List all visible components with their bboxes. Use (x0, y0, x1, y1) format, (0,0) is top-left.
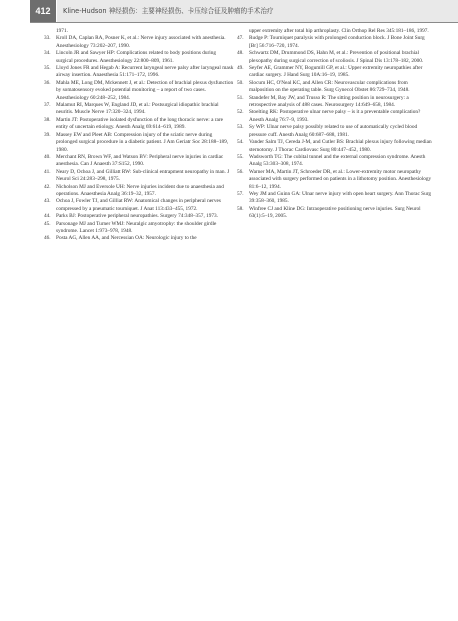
reference-number: 49. (237, 65, 244, 72)
reference-item (237, 154, 433, 169)
reference-number: 47. (237, 35, 244, 42)
reference-text: Wey JM and Guinn GA: Ulnar nerve injury with open heart surgery. Ann Thorac Surg 39:358–360, 1985. (249, 190, 432, 205)
reference-item (44, 169, 234, 184)
reference-text: Mahla ME, Long DM, Mckennett J, et al.: Detection of brachial plexus dysfunction by somatosensory evoked potential monitoring – a report of two cases. Anesthesiology 60:248–252, 1984. (56, 79, 234, 101)
reference-text: Sy WP: Ulnar nerve palsy possibly related to use of automatically cycled blood pressure cuff. Anesth Analg 60:687–688, 1981. (249, 124, 418, 138)
reference-text: Schwartz DM, Drummond DS, Hahn M, et al.: Prevention of positional brachial plexopathy during surgical correction of scoliosis. J Spinal Dis 13:178–182, 2000. (249, 50, 424, 64)
reference-item (44, 117, 234, 132)
reference-number: 50. (237, 79, 244, 86)
reference-list (237, 35, 433, 220)
reference-number: 57. (237, 190, 244, 197)
reference-item (44, 184, 234, 199)
reference-text: Stoelting RK: Postoperative ulnar nerve palsy – is it a preventable complication? Anesth Analg 76:7–9, 1993. (249, 109, 421, 123)
reference-item (44, 154, 234, 169)
page-header (0, 0, 458, 22)
reference-text: Parsonage MJ and Turner WMJ: Neuralgic amyotrophy: the shoulder girdle syndrome. Lancet 1:973–978, 1948. (56, 220, 217, 234)
reference-item (237, 65, 433, 80)
reference-number: 33. (44, 35, 51, 42)
reference-item (237, 109, 433, 124)
reference-number: 52. (237, 109, 244, 116)
reference-item (44, 80, 234, 102)
running-title: Kline-Hudson 神经损伤：主要神经损伤、卡压综合征及肿瘤的手术治疗 (63, 7, 274, 15)
reference-column-right (237, 28, 433, 221)
reference-number: 56. (237, 168, 244, 175)
reference-text: Parks BJ: Postoperative peripheral neuropathies. Surgery 74:348–357, 1973. (56, 213, 219, 220)
reference-number: 46. (44, 235, 51, 242)
reference-list (44, 35, 234, 242)
reference-item (44, 35, 234, 50)
reference-number: 40. (44, 153, 51, 160)
reference-number: 42. (44, 183, 51, 190)
reference-text: Malamut RI, Marques W, England JD, et al.: Postsurgical idiopathic brachial neuritis. Muscle Nerve 17:320–324, 1994. (56, 102, 219, 116)
reference-item (44, 132, 234, 154)
reference-text: Massey EW and Pleet AB: Compression injury of the sciatic nerve during prolonged surgical procedure in a diabetic patient. J Am Geriatr Soc 28:188–189, 1980. (56, 131, 229, 153)
reference-text: Ochoa J, Fowler TJ, and Gilliat RW: Anatomical changes in peripheral nerves compressed by a pneumatic tourniquet. J Anat 113:433–455, 1972. (56, 198, 221, 212)
reference-item (237, 139, 433, 154)
reference-item (44, 65, 234, 80)
reference-number: 39. (44, 131, 51, 138)
reference-text: Kroll DA, Caplan RA, Posner K, et al.: Nerve injury associated with anesthesia. Anesthesiology 73:202–207, 1990. (56, 35, 226, 49)
header-rule (30, 22, 458, 23)
reference-number: 37. (44, 102, 51, 109)
reference-text: Lloyd Jones FR and Hegab A: Recurrent laryngeal nerve palsy after laryngeal mask airway insertion. Anaesthesia 51:171–172, 1996. (56, 65, 234, 79)
reference-item (237, 191, 433, 206)
reference-column-left (44, 28, 234, 243)
reference-item (237, 80, 433, 95)
reference-number: 38. (44, 116, 51, 123)
reference-text: Warner MA, Martin JT, Schroeder DR, et al.: Lower-extremity motor neuropathy associated with surgery performed on patients in a lithotomy position. Anesthesiology 81:6–12, 1994. (249, 168, 432, 190)
reference-text: Seyfer AE, Grammer NY, Bogumill GP, et al.: Upper extremity neuropathies after cardiac surgery. J Hand Surg 10A:16–19, 1985. (249, 65, 423, 79)
reference-number: 44. (44, 213, 51, 220)
reference-item (237, 206, 433, 221)
reference-item (44, 198, 234, 213)
reference-text: Slocum HC, O'Neal KC, and Allen CR: Neurovascular complications from malposition on the operating table. Surg Gynecol Obstet 86:729–734, 1948. (249, 79, 410, 94)
reference-number: 51. (237, 94, 244, 101)
reference-number: 55. (237, 153, 244, 160)
reference-text: Nicholson MJ and Eversole UH: Nerve injuries incident due to anaesthesia and operations. Anaesthesia Analg 36:19–32, 1957. (56, 183, 224, 197)
reference-number: 54. (237, 139, 244, 146)
reference-text: Merchant RN, Brown WF, and Watson BV: Peripheral nerve injuries in cardiac anesthesia. Can J Anaesth 37:S152, 1990. (56, 153, 224, 168)
reference-item (237, 169, 433, 191)
reference-text: Standefer M, Bay JW, and Trusso R: The sitting position in neurosurgery: a retrospective analysis of 488 cases. Neurosurgery 14:649–658, 1984. (249, 94, 409, 109)
reference-text: Rudge P: Tourniquet paralysis with prolonged conduction block. J Bone Joint Surg [Br] 56:716–720, 1974. (249, 35, 425, 49)
reference-item (44, 102, 234, 117)
reference-number: 43. (44, 198, 51, 205)
reference-text: Wadsworth TG: The cubital tunnel and the external compression syndrome. Anesth Analg 53:303–308, 1974. (249, 153, 426, 168)
page-number: 412 (30, 0, 56, 22)
reference-text: Martin JT: Postoperative isolated dysfunction of the long thoracic nerve: a rare entity of uncertain etiology. Anesth Analg 69:614–619, 1989. (56, 116, 223, 131)
reference-item (44, 221, 234, 236)
reference-number: 48. (237, 50, 244, 57)
reference-continuation: 1971. (56, 28, 68, 34)
reference-item (237, 95, 433, 110)
reference-item (237, 50, 433, 65)
reference-continuation: upper extremity after total hip arthroplasty. Clin Orthop Rel Res 345:181–186, 1997. (249, 28, 429, 34)
reference-text: Posta AG, Allen AA, and Nercessian OA: Neurologic injury to the (56, 235, 197, 242)
reference-item (44, 235, 234, 242)
reference-item (237, 124, 433, 139)
reference-text: Lincoln JR and Sawyer HP: Complications related to body positions during surgical procedures. Anesthesiology 22:800–809, 1961. (56, 50, 217, 64)
reference-text: Winfree CJ and Kline DG: Intraoperative positioning nerve injuries. Surg Neurol 63(1):5–19, 2005. (249, 205, 421, 220)
reference-item (237, 35, 433, 50)
reference-number: 35. (44, 65, 51, 72)
reference-number: 36. (44, 79, 51, 86)
reference-number: 41. (44, 168, 51, 175)
reference-number: 34. (44, 50, 51, 57)
reference-number: 45. (44, 220, 51, 227)
reference-number: 58. (237, 205, 244, 212)
reference-number: 53. (237, 124, 244, 131)
reference-item (44, 213, 234, 220)
reference-item (44, 50, 234, 65)
reference-text: Neary D, Ochoa J, and Gilliatt RW: Sub-clinical entrapment neuropathy in man. J Neurol Sci 24:283–298, 1975. (56, 168, 230, 183)
reference-text: Vander Salm TJ, Cereda J-M, and Cutler BS: Brachial plexus injury following median sternotomy. J Thorac Cardiovasc Surg 80:447–452, 1980. (249, 139, 432, 153)
